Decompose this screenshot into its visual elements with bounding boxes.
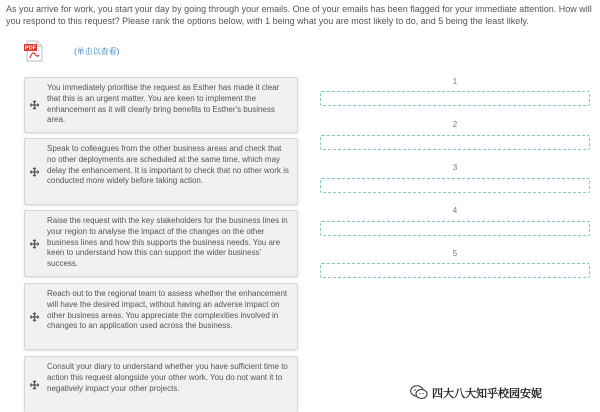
rank-slot-3[interactable] xyxy=(320,178,590,193)
rank-slot-1[interactable] xyxy=(320,91,590,106)
pdf-icon[interactable] xyxy=(24,40,44,62)
option-text: Consult your diary to understand whether you have sufficient time to action this request alongside your other work. You do not want it to negatively impact your other projects. xyxy=(47,362,288,393)
drag-handle-icon[interactable] xyxy=(30,312,39,321)
watermark xyxy=(410,383,590,403)
drag-handle-icon[interactable] xyxy=(30,380,39,389)
option-card-3[interactable] xyxy=(24,210,298,277)
drag-handle-icon[interactable] xyxy=(30,239,39,248)
svg-text:PDF: PDF xyxy=(25,45,36,52)
option-text: Reach out to the regional team to assess whether the enhancement will have the desired impact, without having an adverse impact on other business areas. You appreciate the complexities involved in changes to an application used across the business. xyxy=(47,289,288,331)
rank-label-1: 1 xyxy=(452,77,458,86)
rank-label-3: 3 xyxy=(452,163,458,172)
rank-label-5: 5 xyxy=(452,249,458,258)
watermark-text: 四大八大知乎校园安妮 xyxy=(432,388,542,400)
option-text: Speak to colleagues from the other business areas and check that no other deployments are scheduled at the same time, which may delay the enhancement. It is important to check that no other work is conducted more widely before taking action. xyxy=(47,144,289,186)
option-text: You immediately prioritise the request as Esther has made it clear that this is an urgent matter. You are keen to implement the enhancement as it will clearly bring benefits to Esther's business area. xyxy=(47,83,280,125)
option-card-2[interactable] xyxy=(24,138,298,205)
drag-handle-icon[interactable] xyxy=(30,167,39,176)
option-text: Raise the request with the key stakeholders for the business lines in your region to analyse the impact of the changes on the other business lines and how this supports the business needs. You are keen to understand how this can support the wider business' success. xyxy=(47,216,288,269)
instructions-text: As you arrive for work, you start your day by going through your emails. One of your emails has been flagged for your immediate attention. How will you respond to this request? Please rank the options below, with 1 being what you are most likely to do, and 5 being the least likely. xyxy=(6,4,592,26)
option-card-4[interactable] xyxy=(24,283,298,350)
rank-label-4: 4 xyxy=(452,206,458,215)
drag-handle-icon[interactable] xyxy=(30,101,39,110)
rank-label-2: 2 xyxy=(452,120,458,129)
option-card-1[interactable] xyxy=(24,77,298,133)
option-card-5[interactable] xyxy=(24,356,298,412)
rank-slot-4[interactable] xyxy=(320,221,590,236)
rank-slot-5[interactable] xyxy=(320,263,590,278)
wechat-icon xyxy=(410,385,428,400)
rank-slot-2[interactable] xyxy=(320,135,590,150)
attachment-view-link[interactable]: (单击以查看) xyxy=(74,47,120,56)
